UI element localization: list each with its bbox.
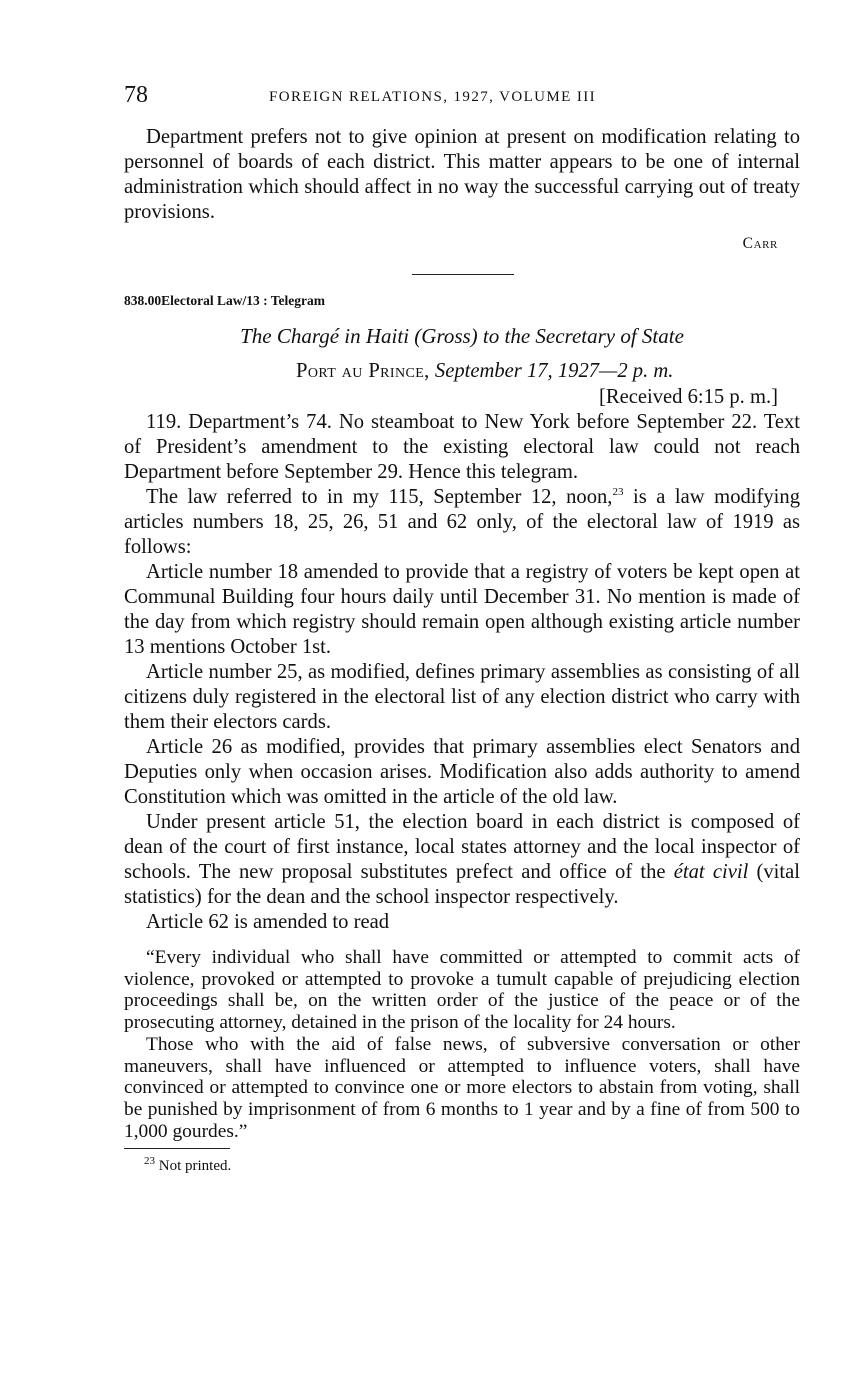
paragraph-7: Article 62 is amended to read — [146, 911, 390, 933]
paragraph-3: Article number 18 amended to provide that a registry of voters be kept open at Communal Building four hours daily until December 31. No mention is made of the day from which registry should remain open although existing article number 13 mentions October 1st. — [124, 561, 800, 658]
document-page — [124, 78, 800, 1176]
document-heading: The Chargé in Haiti (Gross) to the Secretary of State — [240, 324, 684, 348]
dateline-place: Port au Prince, — [296, 360, 430, 382]
paragraph-2-text-b: is a law modifying articles numbers 18, 25, 26, 51 and 62 only, of the electoral law of 1919 as follows: — [124, 486, 800, 558]
paragraph-5: Article 26 as modified, provides that primary assemblies elect Senators and Deputies only when occasion arises. Modification also adds authority to amend Constitution which was omitted in the article of the old law. — [124, 736, 800, 808]
previous-document-paragraph: Department prefers not to give opinion at present on modification relating to personnel of boards of each district. This matter appears to be one of internal administration which should affect in no way the successful carrying out of treaty provisions. — [124, 126, 800, 223]
footnote — [144, 1156, 800, 1176]
dateline — [296, 358, 800, 384]
paragraph-6-text-b: (vital statistics) for the dean and the school inspector respectively. — [124, 861, 800, 908]
quoted-article — [124, 947, 800, 1142]
section-divider — [412, 274, 514, 275]
signature: Carr — [742, 235, 778, 252]
paragraph-2 — [124, 485, 800, 560]
received-note: [Received 6:15 p. m.] — [599, 386, 778, 408]
running-head — [124, 78, 800, 112]
paragraph-6 — [124, 810, 800, 910]
paragraph-1: 119. Department’s 74. No steamboat to New York before September 22. Text of President’s amendment to the existing electoral law could not reach Department before September 29. Hence this telegram. — [124, 411, 800, 483]
footnote-mark: 23 — [144, 1155, 155, 1168]
paragraph-6-italic: état civil — [673, 861, 749, 883]
paragraph-2-text-a: The law referred to in my 115, September 12, noon, — [146, 486, 613, 508]
running-title: FOREIGN RELATIONS, 1927, VOLUME III — [269, 89, 597, 105]
footnote-text: Not printed. — [155, 1158, 232, 1175]
quote-paragraph-2: Those who with the aid of false news, of subversive conversation or other maneuvers, shall have influenced or attempted to influence voters, shall have convinced or attempted to convince one or more electors to abstain from voting, shall be punished by imprisonment of from 6 months to 1 year and by a fine of from 500 to 1,000 gourdes.” — [124, 1033, 800, 1142]
footnote-divider — [124, 1148, 230, 1149]
quote-paragraph-1: “Every individual who shall have committed or attempted to commit acts of violence, provoked or attempted to provoke a tumult capable of prejudicing election proceedings shall be, on the written order of the justice of the peace or of the prosecuting attorney, detained in the prison of the locality for 24 hours. — [124, 947, 800, 1034]
footnote-reference: 23 — [612, 486, 624, 499]
file-reference: 838.00Electoral Law/13 : Telegram — [124, 293, 325, 308]
page-number: 78 — [124, 82, 148, 108]
paragraph-4: Article number 25, as modified, defines primary assemblies as consisting of all citizens duly registered in the electoral list of any election district who carry with them their electors cards. — [124, 661, 800, 733]
dateline-date: September 17, 1927—2 p. m. — [434, 360, 674, 382]
paragraph-6-text-a: Under present article 51, the election board in each district is composed of dean of the court of first instance, local states attorney and the local inspector of schools. The new proposal substitutes prefect and office of the — [124, 811, 800, 883]
